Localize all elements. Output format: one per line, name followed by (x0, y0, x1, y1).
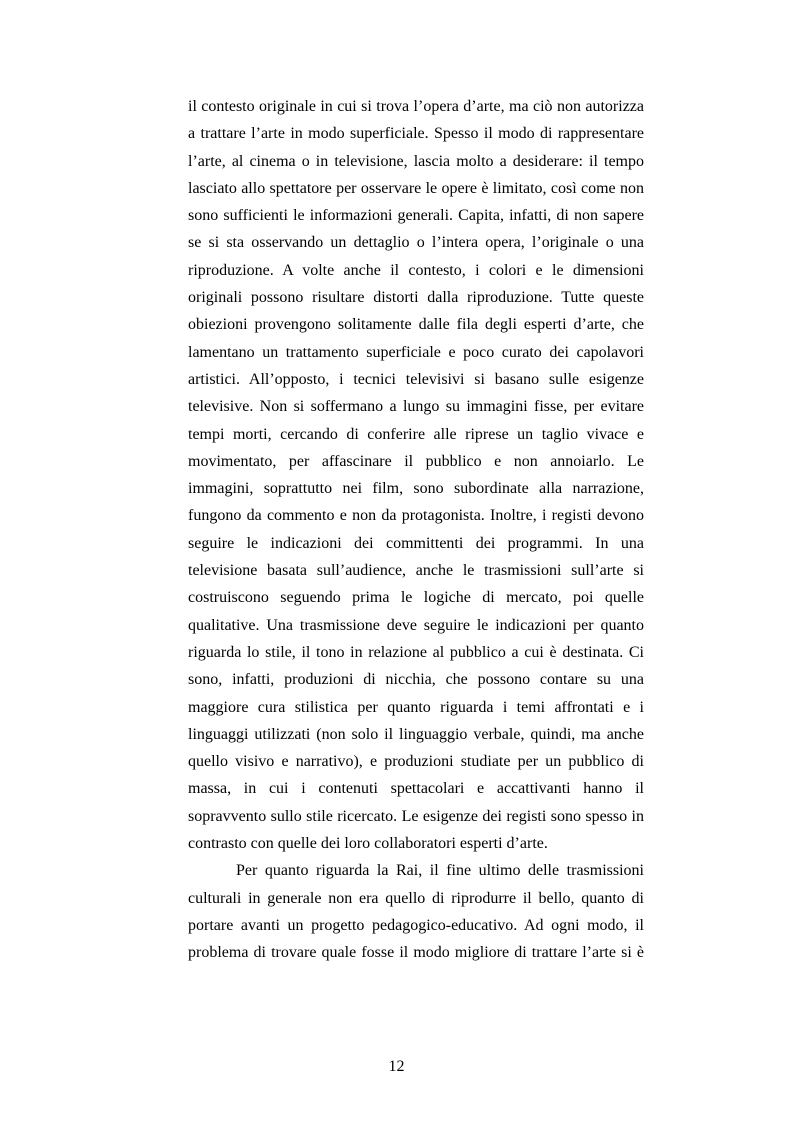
text-line: riproduzione. A volte anche il contesto, i colori e le dimensioni (188, 261, 644, 279)
text-line: fungono da commento e non da protagonista. Inoltre, i registi devono (188, 507, 644, 525)
text-line: linguaggi utilizzati (non solo il linguaggio verbale, quindi, ma anche (188, 725, 644, 743)
text-line: portare avanti un progetto pedagogico-educativo. Ad ogni modo, il (188, 916, 644, 934)
text-line: culturali in generale non era quello di riprodurre il bello, quanto di (188, 889, 644, 907)
text-line: a trattare l’arte in modo superficiale. Spesso il modo di rappresentare (188, 125, 644, 143)
text-line: costruiscono seguendo prima le logiche di mercato, poi quelle (188, 589, 644, 607)
paragraph-1 (188, 93, 644, 857)
text-line: contrasto con quelle dei loro collaboratori esperti d’arte. (188, 835, 548, 853)
text-line: maggiore cura stilistica per quanto riguarda i temi affrontati e i (188, 698, 644, 716)
text-line: qualitative. Una trasmissione deve seguire le indicazioni per quanto (188, 616, 644, 634)
body-text (188, 93, 644, 967)
text-line: originali possono risultare distorti dalla riproduzione. Tutte queste (188, 289, 644, 307)
text-line: sono sufficienti le informazioni generali. Capita, infatti, di non sapere (188, 207, 644, 225)
text-line: quello visivo e narrativo), e produzioni studiate per un pubblico di (188, 753, 644, 771)
text-line: problema di trovare quale fosse il modo migliore di trattare l’arte si è (188, 944, 644, 962)
text-line: televisione basata sull’audience, anche le trasmissioni sull’arte si (188, 562, 644, 580)
text-line: Per quanto riguarda la Rai, il fine ultimo delle trasmissioni (236, 862, 644, 880)
text-line: se si sta osservando un dettaglio o l’intera opera, l’originale o una (188, 234, 644, 252)
text-line: massa, in cui i contenuti spettacolari e accattivanti hanno il (188, 780, 644, 798)
text-line: televisive. Non si soffermano a lungo su immagini fisse, per evitare (188, 398, 644, 416)
text-line: riguarda lo stile, il tono in relazione al pubblico a cui è destinata. Ci (188, 643, 644, 661)
text-line: lasciato allo spettatore per osservare le opere è limitato, così come non (188, 179, 644, 197)
text-line: lamentano un trattamento superficiale e poco curato dei capolavori (188, 343, 644, 361)
text-line: l’arte, al cinema o in televisione, lascia molto a desiderare: il tempo (188, 152, 644, 170)
text-line: seguire le indicazioni dei committenti dei programmi. In una (188, 534, 644, 552)
text-line: obiezioni provengono solitamente dalle fila degli esperti d’arte, che (188, 316, 644, 334)
text-line: movimentato, per affascinare il pubblico e non annoiarlo. Le (188, 452, 644, 470)
text-line: sopravvento sullo stile ricercato. Le esigenze dei registi sono spesso in (188, 807, 644, 825)
text-line: immagini, soprattutto nei film, sono subordinate alla narrazione, (188, 480, 644, 498)
page-number: 12 (388, 1058, 405, 1075)
text-line: artistici. All’opposto, i tecnici televisivi si basano sulle esigenze (188, 370, 644, 388)
text-line: il contesto originale in cui si trova l’opera d’arte, ma ciò non autorizza (188, 98, 644, 115)
paragraph-2 (188, 857, 644, 966)
text-line: sono, infatti, produzioni di nicchia, che possono contare su una (188, 671, 644, 689)
text-line: tempi morti, cercando di conferire alle riprese un taglio vivace e (188, 425, 644, 443)
